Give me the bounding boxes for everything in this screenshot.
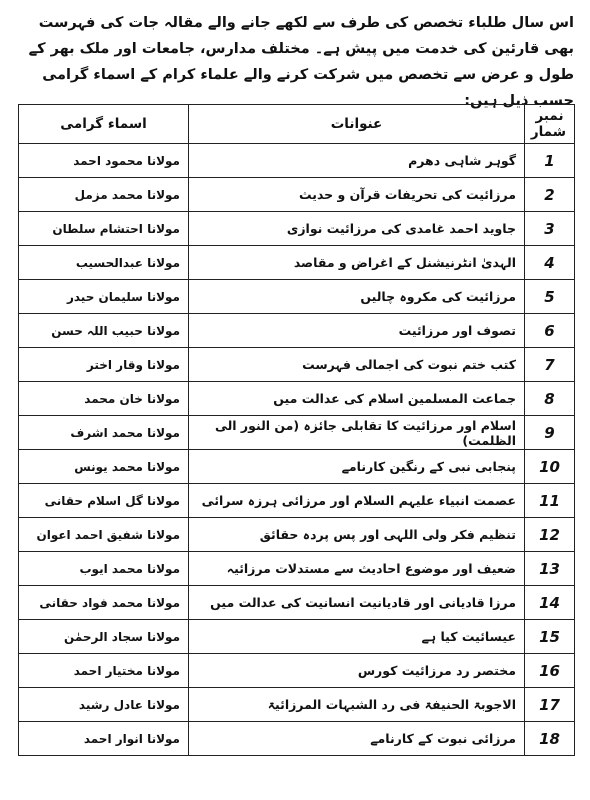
row-number: 14 (525, 586, 575, 620)
row-number: 13 (525, 552, 575, 586)
table-row (19, 518, 575, 552)
table-row (19, 314, 575, 348)
table-row (19, 654, 575, 688)
row-author: مولانا شفیق احمد اعوان (19, 518, 189, 552)
row-number: 11 (525, 484, 575, 518)
row-author: مولانا محمد یونس (19, 450, 189, 484)
row-topic: کتب ختم نبوت کی اجمالی فہرست (189, 348, 525, 382)
row-number: 15 (525, 620, 575, 654)
row-author: مولانا حبیب اللہ حسن (19, 314, 189, 348)
row-author: مولانا وقار اختر (19, 348, 189, 382)
row-author: مولانا انوار احمد (19, 722, 189, 756)
table-row (19, 450, 575, 484)
row-topic: مرزا قادیانی اور قادیانیت انسانیت کی عدالت میں (189, 586, 525, 620)
table-row (19, 416, 575, 450)
row-topic: مرزائیت کی مکروہ چالیں (189, 280, 525, 314)
row-author: مولانا عبدالحسیب (19, 246, 189, 280)
row-author: مولانا سجاد الرحمٰن (19, 620, 189, 654)
row-number: 10 (525, 450, 575, 484)
row-topic: تصوف اور مرزائیت (189, 314, 525, 348)
table-row (19, 620, 575, 654)
table-row (19, 552, 575, 586)
table-row (19, 722, 575, 756)
row-author: مولانا گل اسلام حقانی (19, 484, 189, 518)
row-author: مولانا محمود احمد (19, 144, 189, 178)
row-topic: الہدیٰ انٹرنیشنل کے اغراض و مقاصد (189, 246, 525, 280)
row-topic: عصمت انبیاء علیہم السلام اور مرزائی ہرزہ سرائی (189, 484, 525, 518)
row-author: مولانا محمد فواد حقانی (19, 586, 189, 620)
row-topic: گوہر شاہی دھرم (189, 144, 525, 178)
table-row (19, 688, 575, 722)
row-number: 17 (525, 688, 575, 722)
table-row (19, 144, 575, 178)
table-row (19, 178, 575, 212)
header-topics: عنوانات (189, 105, 525, 144)
row-topic: تنظیم فکر ولی اللہی اور پس پردہ حقائق (189, 518, 525, 552)
table-header-row (19, 105, 575, 144)
header-names: اسماء گرامی (19, 105, 189, 144)
header-number: نمبر شمار (525, 105, 575, 144)
table-row (19, 348, 575, 382)
row-number: 18 (525, 722, 575, 756)
table-row (19, 382, 575, 416)
row-author: مولانا عادل رشید (19, 688, 189, 722)
row-number: 8 (525, 382, 575, 416)
row-topic: عیسائیت کیا ہے (189, 620, 525, 654)
row-author: مولانا محمد مزمل (19, 178, 189, 212)
row-author: مولانا خان محمد (19, 382, 189, 416)
row-number: 7 (525, 348, 575, 382)
row-topic: ضعیف اور موضوع احادیث سے مستدلات مرزائیہ (189, 552, 525, 586)
table-row (19, 280, 575, 314)
table-row (19, 246, 575, 280)
row-topic: جاوید احمد غامدی کی مرزائیت نوازی (189, 212, 525, 246)
row-number: 1 (525, 144, 575, 178)
row-topic: مرزائیت کی تحریفات قرآن و حدیث (189, 178, 525, 212)
row-number: 4 (525, 246, 575, 280)
row-author: مولانا احتشام سلطان (19, 212, 189, 246)
row-author: مولانا سلیمان حیدر (19, 280, 189, 314)
row-author: مولانا محمد ایوب (19, 552, 189, 586)
row-author: مولانا مختیار احمد (19, 654, 189, 688)
row-topic: مختصر رد مرزائیت کورس (189, 654, 525, 688)
intro-paragraph: اس سال طلباء تخصص کی طرف سے لکھے جانے والے مقالہ جات کی فہرست بھی قارئین کی خدمت میں پیش ہے۔ مختلف مدارس، جامعات اور ملک بھر کے طول و عرض سے تخصص میں شرکت کرنے والے علماء کرام کے اسماء گرامی حسب ذیل ہیں: (28, 15, 574, 109)
row-number: 5 (525, 280, 575, 314)
row-topic: الاجوبۃ الحنیفۃ فی رد الشبہات المرزائیۃ (189, 688, 525, 722)
row-topic: مرزائی نبوت کے کارنامے (189, 722, 525, 756)
row-number: 3 (525, 212, 575, 246)
row-topic: اسلام اور مرزائیت کا تقابلی جائزہ (من النور الی الظلمت) (189, 416, 525, 450)
table-row (19, 586, 575, 620)
table-body (19, 144, 575, 756)
row-number: 6 (525, 314, 575, 348)
row-topic: پنجابی نبی کے رنگین کارنامے (189, 450, 525, 484)
table-row (19, 484, 575, 518)
thesis-table (18, 104, 575, 756)
row-number: 9 (525, 416, 575, 450)
row-number: 12 (525, 518, 575, 552)
row-author: مولانا محمد اشرف (19, 416, 189, 450)
row-number: 2 (525, 178, 575, 212)
row-topic: جماعت المسلمین اسلام کی عدالت میں (189, 382, 525, 416)
row-number: 16 (525, 654, 575, 688)
table-row (19, 212, 575, 246)
